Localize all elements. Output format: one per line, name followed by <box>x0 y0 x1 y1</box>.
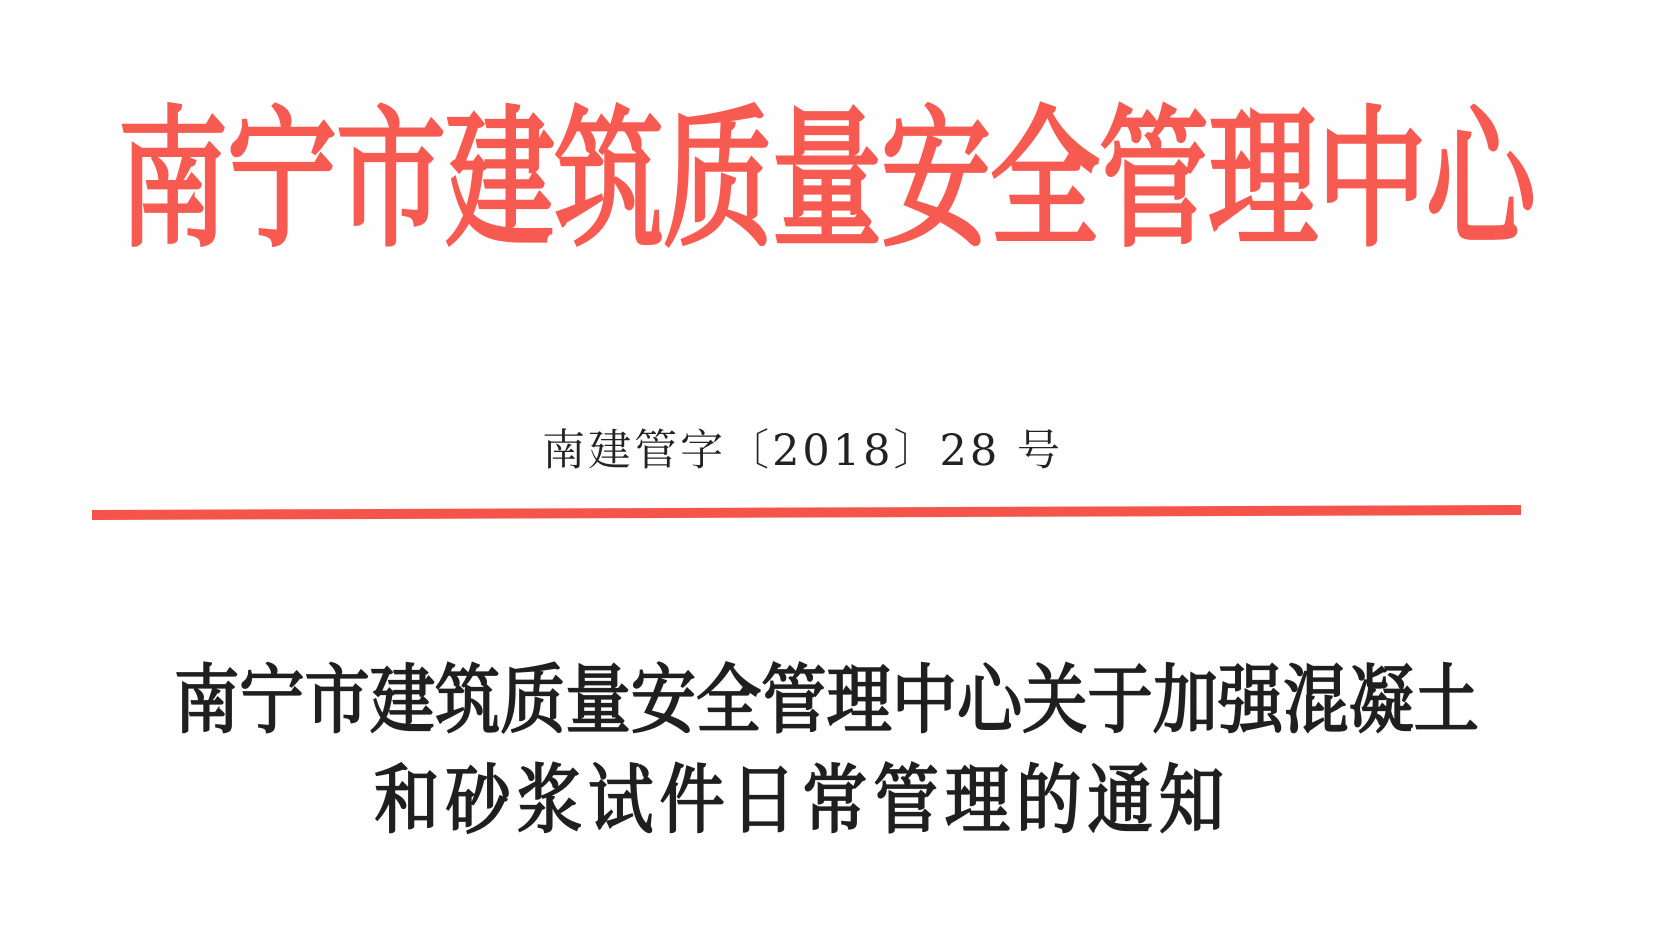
red-separator-rule <box>92 505 1521 520</box>
document-title-line2: 和砂浆试件日常管理的通知 <box>374 756 1231 844</box>
agency-masthead: 南宁市建筑质量安全管理中心 <box>118 90 1535 269</box>
document-reference-number: 南建管字〔2018〕28 号 <box>542 426 1063 476</box>
document-title-line1: 南宁市建筑质量安全管理中心关于加强混凝土 <box>173 656 1479 744</box>
document-title <box>107 650 1545 850</box>
